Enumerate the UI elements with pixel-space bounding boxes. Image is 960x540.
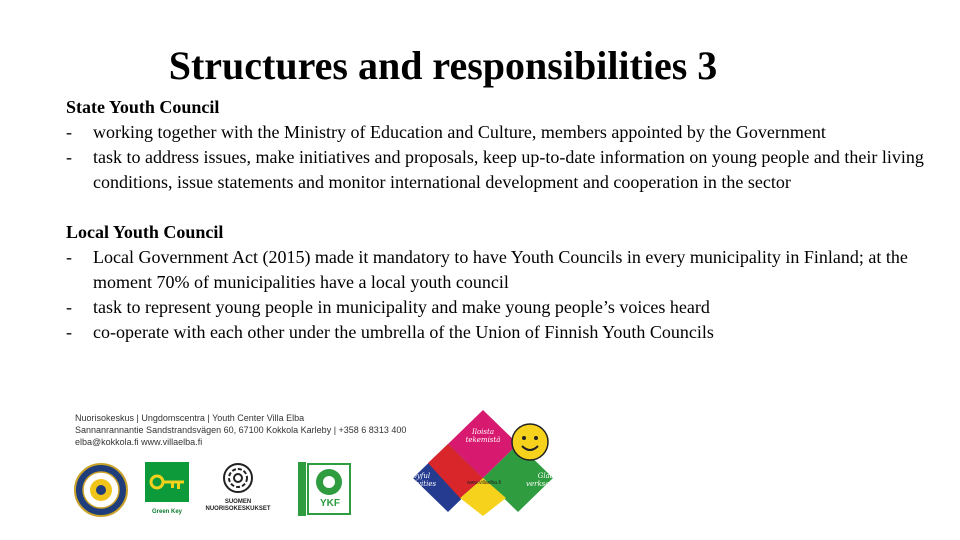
slide-body <box>66 95 946 345</box>
bullet-text: task to represent young people in municipality and make young people’s voices heard <box>93 297 710 317</box>
bullet-item <box>66 245 946 295</box>
local-youth-council-bullets <box>66 245 946 345</box>
state-youth-council-bullets <box>66 120 946 195</box>
bullet-item <box>66 320 946 345</box>
section-heading-local-youth-council: Local Youth Council <box>66 222 224 242</box>
bullet-item <box>66 145 946 195</box>
youth-badge-logo <box>73 462 129 523</box>
suomen-nuorisokeskukset-logo <box>200 462 276 513</box>
ykf-caption: YKF <box>320 498 340 509</box>
snk-caption-line1: SUOMEN <box>224 499 252 505</box>
footer-line-organization: Nuorisokeskus | Ungdomscentra | Youth Center Villa Elba <box>75 413 305 423</box>
bullet-dash: - <box>66 322 72 342</box>
snk-caption-line2: NUORISOKESKUKSET <box>205 506 271 512</box>
bullet-item <box>66 120 946 145</box>
bullet-dash: - <box>66 147 72 167</box>
bullet-text: task to address issues, make initiatives and proposals, keep up-to-date information on young people and their living conditions, issue statements and monitor international development and cooperation in the sector <box>93 147 924 192</box>
footer-line-address: Sannanrannantie Sandstrandsvägen 60, 67100 Kokkola Karleby | +358 6 8313 400 <box>75 425 407 435</box>
green-key-caption: Green Key <box>151 509 182 515</box>
villa-elba-diamond-logo <box>398 408 578 523</box>
knot-icon <box>222 462 254 494</box>
bullet-text: Local Government Act (2015) made it mandatory to have Youth Councils in every municipality in Finland; at the moment 70% of municipalities have a local youth council <box>93 247 908 292</box>
bullet-text: working together with the Ministry of Education and Culture, members appointed by the Government <box>93 122 826 142</box>
bullet-item <box>66 295 946 320</box>
diamond-right-text: Glad verksamhet <box>526 472 568 488</box>
section-heading-state-youth-council: State Youth Council <box>66 97 220 117</box>
slide-title: Structures and responsibilities 3 <box>168 43 718 88</box>
bullet-dash: - <box>66 122 72 142</box>
bullet-dash: - <box>66 247 72 267</box>
bullet-text: co-operate with each other under the umbrella of the Union of Finnish Youth Councils <box>93 322 714 342</box>
footer-line-contact: elba@kokkola.fi www.villaelba.fi <box>75 437 203 447</box>
diamond-center-url: www.villaelba.fi <box>467 480 501 486</box>
ykf-logo <box>298 462 352 521</box>
bullet-dash: - <box>66 297 72 317</box>
diamond-left-text: Joyful activities <box>403 472 437 488</box>
green-key-logo <box>145 462 189 515</box>
diamond-top-text: Iloista tekemistä <box>465 428 501 444</box>
footer-contact <box>75 412 406 448</box>
